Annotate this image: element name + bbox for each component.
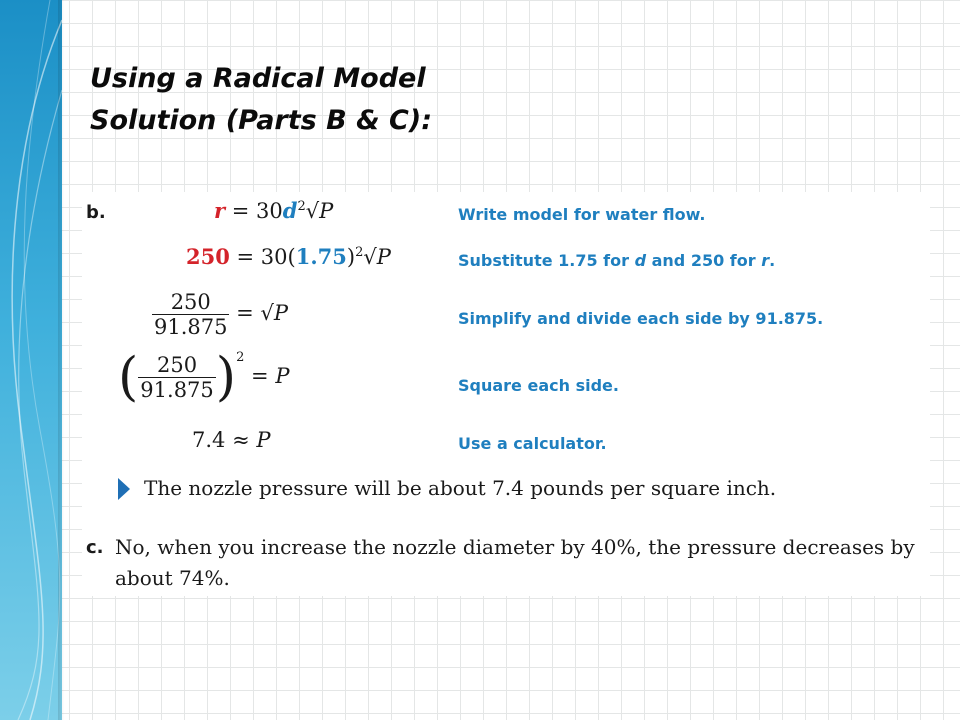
- equation-step-5: [192, 428, 271, 452]
- eq5-rhs-prefix: ≈: [232, 428, 257, 452]
- step-1-note: Write model for water flow.: [458, 205, 706, 224]
- eq4-denominator: 91.875: [140, 378, 214, 402]
- title-line-1: Using a Radical Model: [90, 63, 426, 94]
- step-2-note-mid: and 250 for: [646, 251, 762, 270]
- band-shadow: [58, 0, 64, 720]
- step-3-note: Simplify and divide each side by 91.875.: [458, 309, 824, 328]
- wave-decoration: [0, 0, 62, 720]
- eq3-numerator: 250: [152, 290, 229, 315]
- step-4-note: Square each side.: [458, 376, 619, 395]
- equation-step-4: [118, 347, 290, 408]
- eq3-rhs-prefix: =: [236, 301, 261, 325]
- step-5-note: Use a calculator.: [458, 434, 607, 453]
- equation-step-3: [152, 290, 288, 339]
- title-line-2: Solution (Parts B & C):: [90, 105, 432, 136]
- eq2-value: 1.75: [295, 244, 347, 269]
- eq2-close: ): [346, 245, 356, 269]
- decorative-side-band: [0, 0, 62, 720]
- part-c-label: c.: [86, 537, 104, 558]
- eq3-denominator: 91.875: [154, 315, 228, 339]
- step-2-note: [458, 251, 775, 270]
- step-2-note-var-d: d: [634, 251, 647, 270]
- eq3-var-p: P: [273, 301, 288, 325]
- conclusion-text: The nozzle pressure will be about 7.4 pounds per square inch.: [144, 476, 777, 500]
- eq4-fraction: [138, 353, 215, 402]
- step-2-note-var-r: r: [761, 251, 770, 270]
- eq4-exponent: 2: [236, 350, 245, 365]
- eq1-rhs-prefix: = 30: [231, 199, 283, 223]
- slide-title: [90, 58, 432, 142]
- eq3-fraction: [152, 290, 229, 339]
- eq1-var-d: d: [282, 198, 298, 223]
- step-2-note-end: .: [769, 251, 776, 270]
- eq2-var-p: P: [376, 245, 391, 269]
- eq4-var-p: P: [275, 364, 290, 388]
- eq3-radical: √: [260, 301, 274, 325]
- eq5-lhs: 7.4: [192, 428, 226, 452]
- eq2-lhs: 250: [186, 244, 230, 269]
- eq1-exponent: 2: [297, 199, 306, 214]
- eq2-exponent: 2: [355, 245, 364, 260]
- part-b-label: b.: [86, 202, 106, 223]
- step-2-note-prefix: Substitute 1.75 for: [458, 251, 635, 270]
- part-c-answer: No, when you increase the nozzle diameter by 40%, the pressure decreases by about 74%.: [115, 535, 915, 590]
- eq1-radical: √: [305, 199, 320, 223]
- eq2-radical: √: [363, 245, 377, 269]
- eq4-numerator: 250: [138, 353, 215, 378]
- eq1-lhs: r: [214, 198, 226, 223]
- eq1-var-p: P: [319, 199, 334, 223]
- eq4-rhs-prefix: =: [251, 364, 276, 388]
- bullet-arrow-icon: [118, 478, 130, 500]
- solution-image: [82, 192, 930, 596]
- equation-step-2: [186, 244, 391, 269]
- eq4-open-paren: (: [118, 347, 139, 408]
- eq2-rhs-prefix: = 30(: [236, 245, 296, 269]
- equation-step-1: [214, 198, 333, 223]
- eq4-close-paren: ): [215, 347, 237, 408]
- eq5-var-p: P: [256, 428, 271, 452]
